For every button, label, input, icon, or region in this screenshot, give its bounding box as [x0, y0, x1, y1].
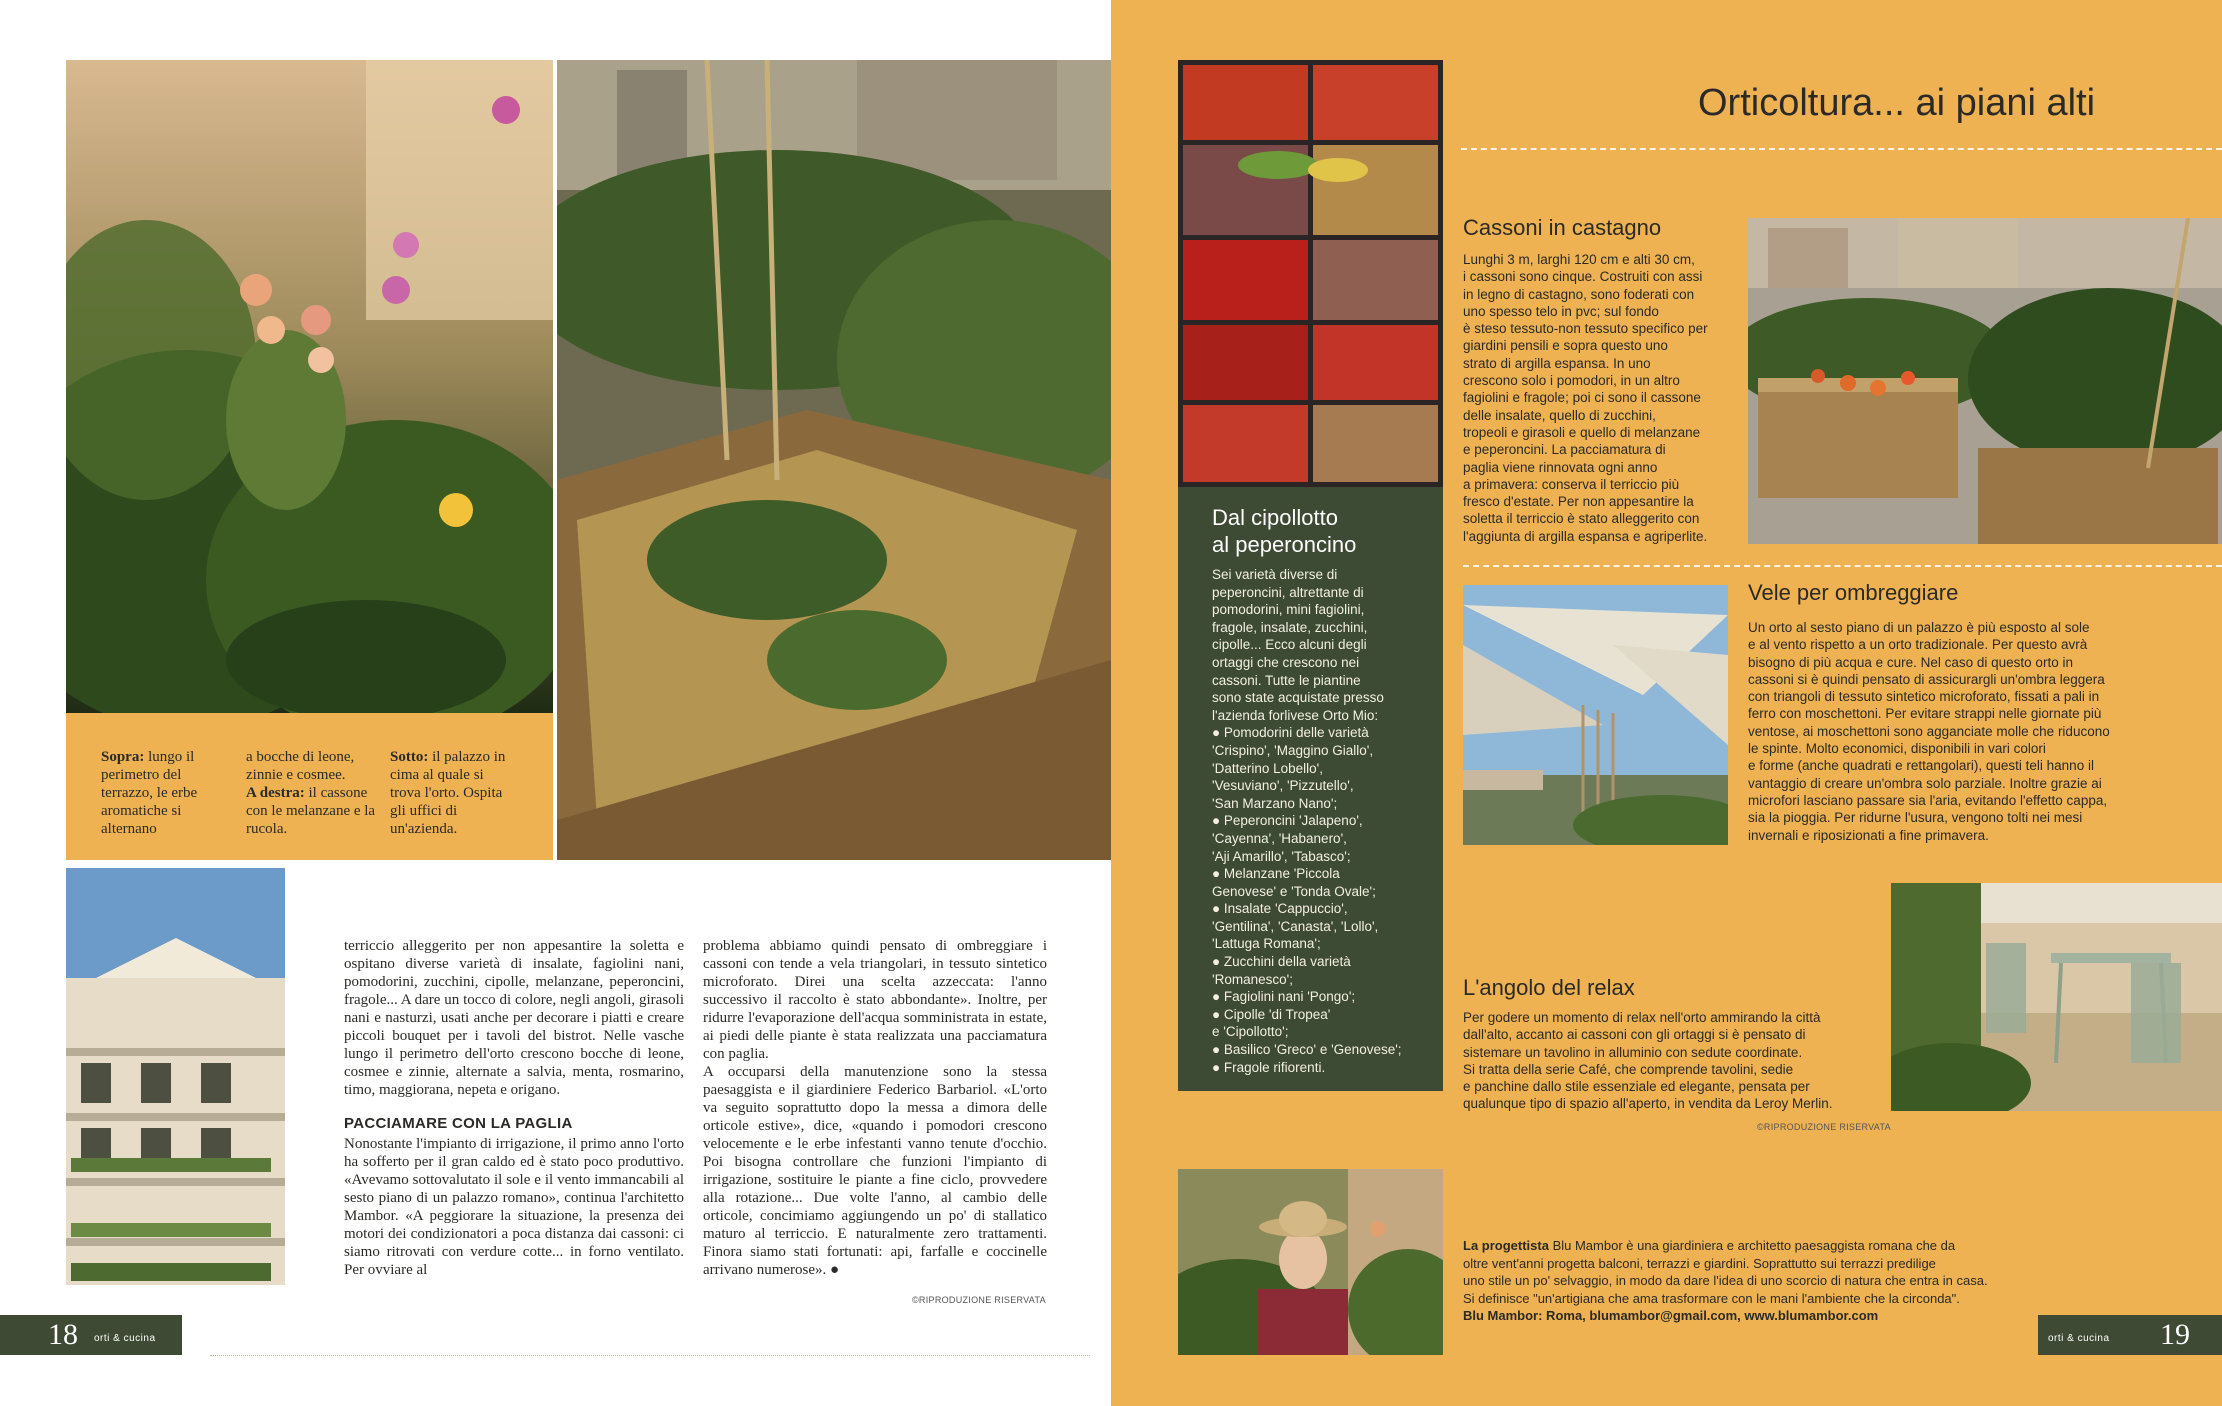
text-line: Si tratta della serie Café, che comprende tavolini, sedie [1463, 1061, 1794, 1077]
text-line: le spinte. Molto economici, disponibili in vari colori [1748, 741, 2046, 757]
sidebar-title-line: al peperoncino [1212, 532, 1357, 557]
article-paragraph: problema abbiamo quindi pensato di ombreggiare i cassoni con tende a vela triangolari, in tessuto sintetico microforato. Direi una scelta azzeccata: l'anno successivo il raccolto è stato abbondante». Inoltre, per ridurre l'evaporazione dell'acqua somministrata in estate, ai piedi delle piante è stata realizzata una pacciamatura con paglia. [703, 938, 1047, 1062]
text-line: con triangoli di tessuto sintetico microforato, fissati a pali in [1748, 689, 2100, 705]
text-line: e forme (anche quadrati e rettangolari), questi teli hanno il [1748, 758, 2094, 774]
text-line: cassoni si è quindi pensato di assicurargli un'ombra leggera [1748, 671, 2105, 687]
text-line: e peperoncini. La pacciamatura di [1463, 442, 1666, 458]
text-line: strato di argilla espansa. In uno [1463, 355, 1651, 371]
sidebar-line: l'azienda forlivese Orto Mio: [1212, 707, 1379, 723]
text-line: ferro con moschettoni. Per evitare strappi nelle giornate più [1748, 706, 2102, 722]
title-rule [1461, 148, 2222, 150]
page-title: Orticoltura... ai piani alti [1698, 82, 2096, 124]
text-line: e panchine dallo stile essenziale ed elegante, pensata per [1463, 1079, 1810, 1095]
text-line: delle insalate, quello di zucchini, [1463, 407, 1656, 423]
sidebar-title [1212, 504, 1442, 558]
bio-line: uno stile un po' selvaggio, in modo da dare l'idea di uno scorcio di natura che entra in casa. [1463, 1273, 1988, 1289]
text-line: l'aggiunta di argilla espansa e agriperlite. [1463, 528, 1708, 544]
photo-building [66, 868, 285, 1285]
text-line: qualunque tipo di spazio all'aperto, in vendita da Leroy Merlin. [1463, 1096, 1833, 1112]
sidebar-line: ● Cipolle 'di Tropea' [1212, 1006, 1331, 1022]
caption-text-sotto: il palazzo in cima al quale si trova l'orto. Ospita gli uffici di un'azienda. [390, 749, 506, 837]
sidebar-line: 'Vesuviano', 'Pizzutello', [1212, 778, 1354, 794]
photo-herbs-flowers [66, 60, 553, 713]
sidebar-line: 'Cayenna', 'Habanero', [1212, 830, 1347, 846]
bio-contact: Blu Mambor: Roma, blumambor@gmail.com, www.blumambor.com [1463, 1308, 1879, 1324]
caption-col-2 [246, 748, 378, 838]
sidebar-line: 'Romanesco'; [1212, 971, 1293, 987]
bio-line: Si definisce "un'artigiana che ama trasformare con le mani l'ambiente che la circonda". [1463, 1290, 1960, 1306]
photo-designer [1178, 1169, 1443, 1355]
text-line: e al vento rispetto a un orto tradizionale. Per questo avrà [1748, 637, 2088, 653]
folio-label: orti & cucina [2048, 1333, 2110, 1344]
caption-label-sotto: Sotto: [390, 749, 429, 765]
folio-box [2038, 1315, 2222, 1355]
photo-raised-bed [557, 60, 1111, 860]
footer-rule [210, 1355, 1090, 1356]
section-title-cassoni: Cassoni in castagno [1463, 215, 1662, 240]
sidebar-line: 'Aji Amarillo', 'Tabasco'; [1212, 848, 1351, 864]
sidebar-line: ortaggi che crescono nei [1212, 654, 1360, 670]
text-line: tropeoli e girasoli e quello di melanzane [1463, 424, 1701, 440]
sidebar-line: ● Pomodorini delle varietà [1212, 725, 1369, 741]
section-text-cassoni [1463, 251, 1748, 545]
text-line: bisogno di più acqua e cure. Nel caso di questo orto in [1748, 654, 2073, 670]
copyright-credit: ©RIPRODUZIONE RISERVATA [1757, 1122, 1891, 1132]
photo-vegetables [1178, 60, 1443, 487]
article-subhead: PACCIAMARE CON LA PAGLIA [344, 1115, 573, 1132]
sidebar-line: 'Crispino', 'Maggino Giallo', [1212, 742, 1374, 758]
sidebar-line: cipolle... Ecco alcuni degli [1212, 637, 1367, 653]
copyright-credit: ©RIPRODUZIONE RISERVATA [912, 1295, 1046, 1305]
text-line: giardini pensili e sopra questo uno [1463, 338, 1668, 354]
caption-text-destra: il cassone con le melanzane e la rucola. [246, 785, 376, 837]
article-paragraph: terriccio alleggerito per non appesantire la soletta e ospitano diverse varietà di insalate, fagiolini nani, pomodorini, zucchini, cipolle, melanzane, peperoncini, fragole... A dare un tocco di colore, negli angoli, girasoli nani e nasturzi, usati anche per decorare i piatti e creare piccoli bouquet per i tavoli del bistrot. Nelle vasche lungo il perimetro dell'orto crescono bocche di leone, cosmee e zinnie, alternate a salvia, menta, rosmarino, timo, maggiorana, nepeta e origano. [344, 938, 684, 1098]
sidebar-line: fragole, insalate, zucchini, [1212, 619, 1368, 635]
bio-text: Blu Mambor è una giardiniera e architetto paesaggista romana che da [1548, 1238, 1956, 1253]
caption-text-a: a bocche di leone, zinnie e cosmee. [246, 749, 355, 783]
sidebar-line: Genovese' e 'Tonda Ovale'; [1212, 883, 1376, 899]
section-title-relax: L'angolo del relax [1463, 975, 1635, 1000]
bio-line [1463, 1237, 2183, 1255]
text-line: vantaggio di creare un'ombra solo parziale. Inoltre grazie ai [1748, 775, 2102, 791]
caption-col-3 [390, 748, 510, 838]
text-line: invernali e riposizionati a fine primavera. [1748, 827, 1989, 843]
text-line: Per godere un momento di relax nell'orto ammirando la città [1463, 1010, 1821, 1025]
text-line: sistemare un tavolino in alluminio con sedute coordinate. [1463, 1044, 1803, 1060]
text-line: sia la pioggia. Per ridurne l'usura, vengono tolti nei mesi [1748, 810, 2083, 826]
sidebar-line: ● Insalate 'Cappuccio', [1212, 901, 1348, 917]
section-text-vele [1748, 619, 2218, 844]
photo-planters [1748, 218, 2222, 544]
sidebar-line: ● Basilico 'Greco' e 'Genovese'; [1212, 1042, 1402, 1058]
sidebar-line: ● Peperoncini 'Jalapeno', [1212, 813, 1363, 829]
sidebar-line: 'Datterino Lobello', [1212, 760, 1323, 776]
sidebar-line: peperoncini, altrettante di [1212, 584, 1364, 600]
sidebar-line: ● Fragole rifiorenti. [1212, 1059, 1326, 1075]
bio-line: oltre vent'anni progetta balconi, terrazzi e giardini. Soprattutto sui terrazzi predilige [1463, 1255, 1936, 1271]
text-line: dall'alto, accanto ai cassoni con gli ortaggi si è pensato di [1463, 1027, 1806, 1043]
caption-label-sopra: Sopra: [101, 749, 145, 765]
sidebar-line: e 'Cipollotto'; [1212, 1024, 1289, 1040]
text-line: ventose, ai moschettoni sono agganciate molle che riducono [1748, 723, 2110, 739]
text-line: Lunghi 3 m, larghi 120 cm e alti 30 cm, [1463, 252, 1695, 267]
sidebar-line: 'Lattuga Romana'; [1212, 936, 1321, 952]
text-line: è steso tessuto-non tessuto specifico per [1463, 321, 1708, 337]
sidebar-line: ● Zucchini della varietà [1212, 954, 1351, 970]
bio-label: La progettista [1463, 1238, 1549, 1253]
photo-shade-sails [1463, 585, 1728, 845]
text-line: fresco d'estate. Per non appesantire la [1463, 494, 1694, 510]
sidebar-line: 'San Marzano Nano'; [1212, 795, 1338, 811]
page-number: 19 [2160, 1318, 2190, 1351]
sidebar-text [1212, 566, 1437, 1076]
text-line: Un orto al sesto piano di un palazzo è più esposto al sole [1748, 620, 2090, 635]
sidebar-line: pomodorini, mini fagiolini, [1212, 602, 1365, 618]
sidebar-title-line: Dal cipollotto [1212, 505, 1338, 530]
text-line: crescono solo i pomodori, in un altro [1463, 373, 1680, 389]
sidebar-line: ● Melanzane 'Piccola [1212, 866, 1340, 882]
sidebar-line: ● Fagiolini nani 'Pongo'; [1212, 989, 1356, 1005]
text-line: in legno di castagno, sono foderati con [1463, 286, 1695, 302]
section-title-vele: Vele per ombreggiare [1748, 580, 1959, 605]
article-col-1 [344, 937, 684, 1279]
folio-box [0, 1315, 182, 1355]
folio-label: orti & cucina [94, 1333, 156, 1344]
article-paragraph: Nonostante l'impianto di irrigazione, il primo anno l'orto ha sofferto per il gran caldo ed è stato poco produttivo. «Avevamo sottovalutato il sole e il vento immancabili al sesto piano di un palazzo romano», continua l'architetto Mambor. «A peggiorare la situazione, la presenza dei motori dei condizionatori a poca distanza dai cassoni: ci siamo ritrovati con verdure cotte... in forno ventilato. Per ovviare al [344, 1136, 684, 1278]
sidebar-line: 'Gentilina', 'Canasta', 'Lollo', [1212, 918, 1379, 934]
section-text-relax [1463, 1009, 1888, 1113]
text-line: fagiolini e fragole; poi ci sono il cassone [1463, 390, 1701, 406]
article-paragraph: A occuparsi della manutenzione sono la stessa paesaggista e il giardiniere Federico Barbariol. «L'orto va seguito soprattutto dopo la messa a dimora delle orticole estive», dice, «quando i pomodori crescono velocemente e le erbe infestanti vanno tenute d'occhio. Poi bisogna controllare che funzioni l'impianto di irrigazione, sostituire le piante a fine ciclo, provvedere alla rotazione... Due volte l'anno, al cambio delle orticole, concimiamo aggiungendo un po' di stallatico maturo al terriccio. E naturalmente zero trattamenti. Finora siamo stati fortunati: api, farfalle e coccinelle arrivano numerose». ● [703, 1064, 1047, 1278]
text-line: paglia viene rinnovata ogni anno [1463, 459, 1658, 475]
section-rule [1463, 565, 2222, 567]
article-col-2 [703, 937, 1047, 1279]
page-number: 18 [48, 1318, 78, 1351]
caption-label-destra: A destra: [246, 785, 305, 801]
designer-bio [1463, 1237, 2183, 1325]
text-line: a primavera: conserva il terriccio più [1463, 476, 1680, 492]
caption-col-1 [101, 748, 233, 838]
text-line: soletta il terriccio è stato alleggerito con [1463, 511, 1700, 527]
right-page [1111, 0, 2222, 1406]
text-line: microfori lasciano passare sia l'aria, evitando l'effetto cappa, [1748, 792, 2108, 808]
text-line: i cassoni sono cinque. Costruiti con assi [1463, 269, 1703, 285]
sidebar-line: sono state acquistate presso [1212, 690, 1384, 706]
photo-relax-corner [1891, 883, 2222, 1111]
text-line: uno spesso telo in pvc; sul fondo [1463, 303, 1659, 319]
sidebar-line: Sei varietà diverse di [1212, 567, 1338, 582]
caption-text-sopra: lungo il perimetro del terrazzo, le erbe aromatiche si alternano [101, 749, 198, 837]
sidebar-line: cassoni. Tutte le piantine [1212, 672, 1361, 688]
